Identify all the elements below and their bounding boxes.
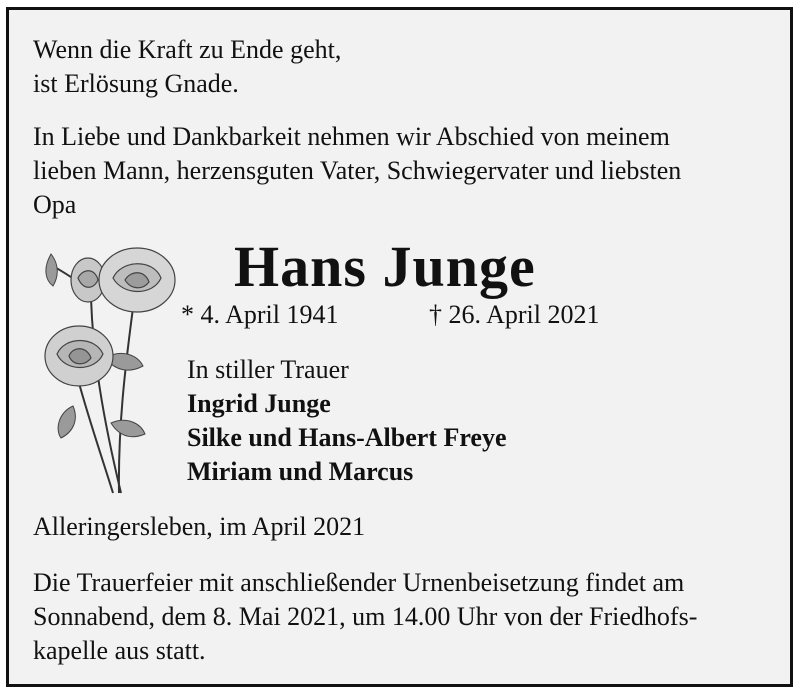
obituary-notice [6, 7, 793, 687]
roses-illustration [33, 238, 183, 500]
place-and-date: Alleringersleben, im April 2021 [33, 512, 366, 541]
poem-line-2: ist Erlösung Gnade. [33, 69, 239, 98]
poem-line-1: Wenn die Kraft zu Ende geht, [33, 35, 342, 64]
intro-line-1: In Liebe und Dankbarkeit nehmen wir Abschied von meinem [33, 122, 670, 151]
mourner-name: Ingrid Junge [187, 389, 331, 418]
death-date: † 26. April 2021 [429, 300, 600, 329]
mourning-heading: In stiller Trauer [187, 355, 349, 384]
funeral-line-3: kapelle aus statt. [33, 636, 206, 665]
mourner-name: Miriam und Marcus [187, 457, 414, 486]
intro-line-2: lieben Mann, herzensguten Vater, Schwiegervater und liebsten [33, 156, 682, 185]
intro-line-3: Opa [33, 190, 77, 219]
deceased-name: Hans Junge [234, 234, 536, 299]
funeral-line-2: Sonnabend, dem 8. Mai 2021, um 14.00 Uhr von der Friedhofs- [33, 602, 698, 631]
mourner-name: Silke und Hans-Albert Freye [187, 423, 507, 452]
funeral-line-1: Die Trauerfeier mit anschließender Urnenbeisetzung findet am [33, 568, 685, 597]
birth-date: * 4. April 1941 [181, 300, 339, 329]
